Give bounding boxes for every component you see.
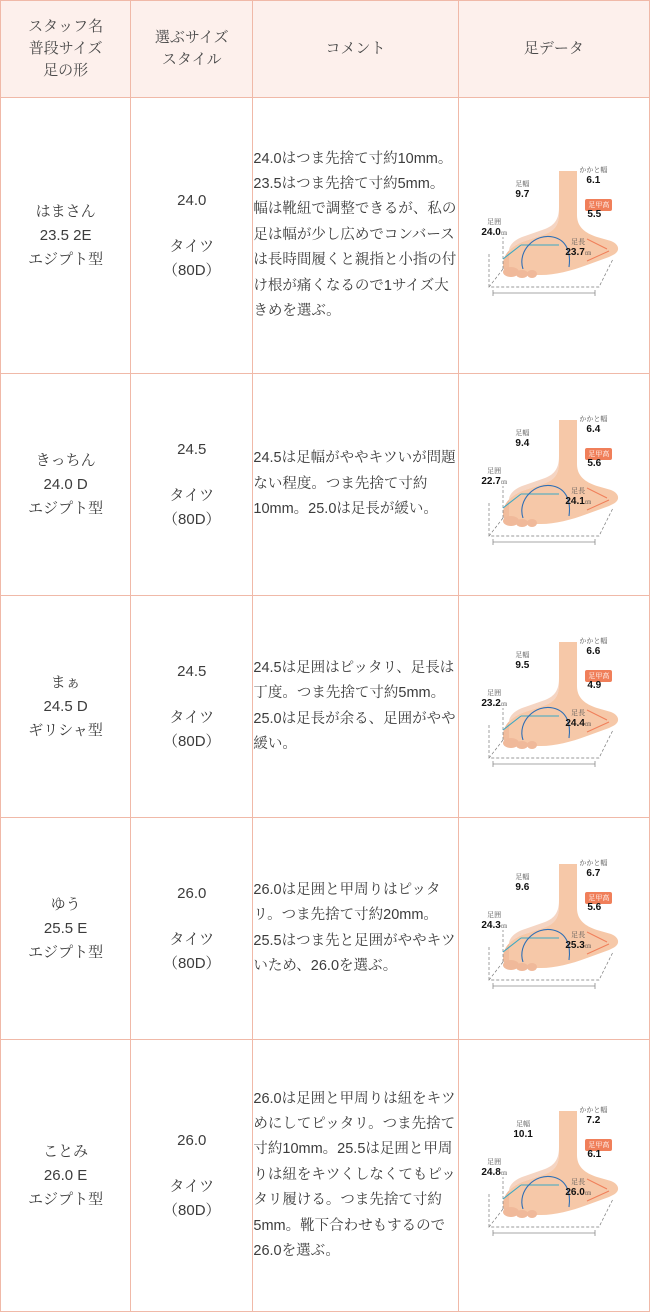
staff-foot-type: エジプト型 [28,1190,104,1208]
chosen-size-cell [131,1040,253,1312]
chosen-size: 24.0 [177,191,207,209]
column-header-size-line1: 選ぶサイズ [154,29,229,47]
foot-width-label: 足幅 9.5 [515,651,530,671]
foot-length-label: 足長 26.0㎝ [565,1178,591,1198]
chosen-size: 26.0 [177,884,207,902]
table-row [1,596,650,818]
heel-width-label: かかと幅 6.1 [579,166,608,186]
heel-width-label: かかと幅 6.7 [579,859,608,879]
foot-data-cell [458,596,649,818]
comment-cell: 26.0は足囲と甲周りはピッタリ。つま先捨て寸約20mm。25.5はつま先と足囲がややキツいため、26.0を選ぶ。 [253,818,458,1040]
column-header-comment-line1: コメント [325,40,386,58]
instep-height-chip: 足甲高 [585,199,612,211]
foot-data-cell [458,374,649,596]
column-header-staff-line1: スタッフ名 [28,18,104,36]
foot-width-label: 足幅 9.4 [515,429,530,449]
comment-cell: 24.5は足囲はピッタリ、足長は丁度。つま先捨て寸約5mm。25.0は足長が余る、足囲がやや緩い。 [253,596,458,818]
foot-girth-label: 足囲 24.3㎝ [481,911,507,931]
staff-name: ことみ [43,1142,89,1160]
staff-usual-size: 24.0 D [43,475,88,493]
style-denier: （80D） [163,954,221,972]
staff-usual-size: 24.5 D [43,697,88,715]
foot-width-label: 足幅 10.1 [513,1120,533,1140]
heel-width-label: かかと幅 6.4 [579,415,608,435]
foot-diagram [459,141,648,331]
style-denier: （80D） [163,510,221,528]
foot-diagram [459,612,648,802]
style-label: タイツ [169,930,215,948]
staff-name: きっちん [35,451,96,469]
instep-height-chip: 足甲高 [585,892,612,904]
style-label: タイツ [169,237,215,255]
staff-foot-type: エジプト型 [28,943,104,961]
comment-cell: 24.5は足幅がややキツいが問題ない程度。つま先捨て寸約10mm。25.0は足長が緩い。 [253,374,458,596]
staff-profile-cell [1,596,131,818]
foot-length-label: 足長 23.7㎝ [565,238,591,258]
table-header [1,1,650,98]
staff-name: ゆう [50,895,81,913]
foot-length-label: 足長 24.4㎝ [565,709,591,729]
column-header-staff-line2: 普段サイズ [28,40,103,58]
chosen-size-cell [131,818,253,1040]
instep-height-value: 4.9 [587,679,602,691]
foot-width-label: 足幅 9.6 [515,873,530,893]
style-label: タイツ [169,708,215,726]
column-header-staff [1,1,131,98]
table-body [1,98,650,1312]
instep-height-value: 5.6 [587,457,602,469]
comment-cell: 24.0はつま先捨て寸約10mm。23.5はつま先捨て寸約5mm。幅は靴紐で調整できるが、私の足は幅が少し広めでコンバースは長時間履くと親指と小指の付け根が痛くなるので1サイズ大きめを選ぶ。 [253,98,458,374]
foot-diagram [459,1081,648,1271]
foot-girth-label: 足囲 24.0㎝ [481,218,507,238]
foot-data-cell [458,1040,649,1312]
style-denier: （80D） [163,732,221,750]
chosen-size-cell [131,374,253,596]
foot-girth-label: 足囲 23.2㎝ [481,689,507,709]
staff-foot-type: エジプト型 [28,499,104,517]
style-denier: （80D） [163,1201,221,1219]
foot-data-cell [458,98,649,374]
column-header-size [131,1,253,98]
staff-foot-type: エジプト型 [28,250,104,268]
style-label: タイツ [169,486,215,504]
staff-profile-cell [1,818,131,1040]
column-header-footdata-line1: 足データ [523,40,584,58]
foot-diagram [459,834,648,1024]
chosen-size: 26.0 [177,1131,207,1149]
instep-height-chip: 足甲高 [585,670,612,682]
staff-profile-cell [1,1040,131,1312]
column-header-comment [253,1,458,98]
chosen-size: 24.5 [177,662,207,680]
instep-height-chip: 足甲高 [585,448,612,460]
chosen-size: 24.5 [177,440,207,458]
column-header-footdata [458,1,649,98]
foot-diagram [459,390,648,580]
foot-data-cell [458,818,649,1040]
table-row [1,818,650,1040]
foot-length-label: 足長 24.1㎝ [565,487,591,507]
foot-girth-label: 足囲 24.8㎝ [481,1158,507,1178]
instep-height-value: 6.1 [587,1148,602,1160]
staff-name: まぁ [50,673,81,691]
style-label: タイツ [169,1177,215,1195]
heel-width-label: かかと幅 6.6 [579,637,608,657]
table-row [1,1040,650,1312]
style-denier: （80D） [163,261,221,279]
chosen-size-cell [131,596,253,818]
staff-usual-size: 26.0 E [43,1166,88,1184]
instep-height-chip: 足甲高 [585,1139,612,1151]
table-header-row [1,1,650,98]
staff-foot-type: ギリシャ型 [28,721,103,739]
staff-profile-cell [1,98,131,374]
column-header-size-line2: スタイル [161,51,222,68]
staff-usual-size: 25.5 E [43,919,88,937]
staff-usual-size: 23.5 2E [39,226,92,244]
foot-girth-label: 足囲 22.7㎝ [481,467,507,487]
chosen-size-cell [131,98,253,374]
comment-cell: 26.0は足囲と甲周りは紐をキツめにしてピッタリ。つま先捨て寸約10mm。25.5は足囲と甲周りは紐をキツくしなくてもピッタリ履ける。つま先捨て寸約5mm。靴下合わせもするので26.0を選ぶ。 [253,1040,458,1312]
foot-width-label: 足幅 9.7 [515,180,530,200]
foot-length-label: 足長 25.3㎝ [565,931,591,951]
heel-width-label: かかと幅 7.2 [579,1106,608,1126]
staff-name: はまさん [35,202,96,220]
table-row [1,374,650,596]
table-row [1,98,650,374]
staff-profile-cell [1,374,131,596]
instep-height-value: 5.6 [587,901,602,913]
instep-height-value: 5.5 [587,208,602,220]
column-header-staff-line3: 足の形 [43,61,89,79]
